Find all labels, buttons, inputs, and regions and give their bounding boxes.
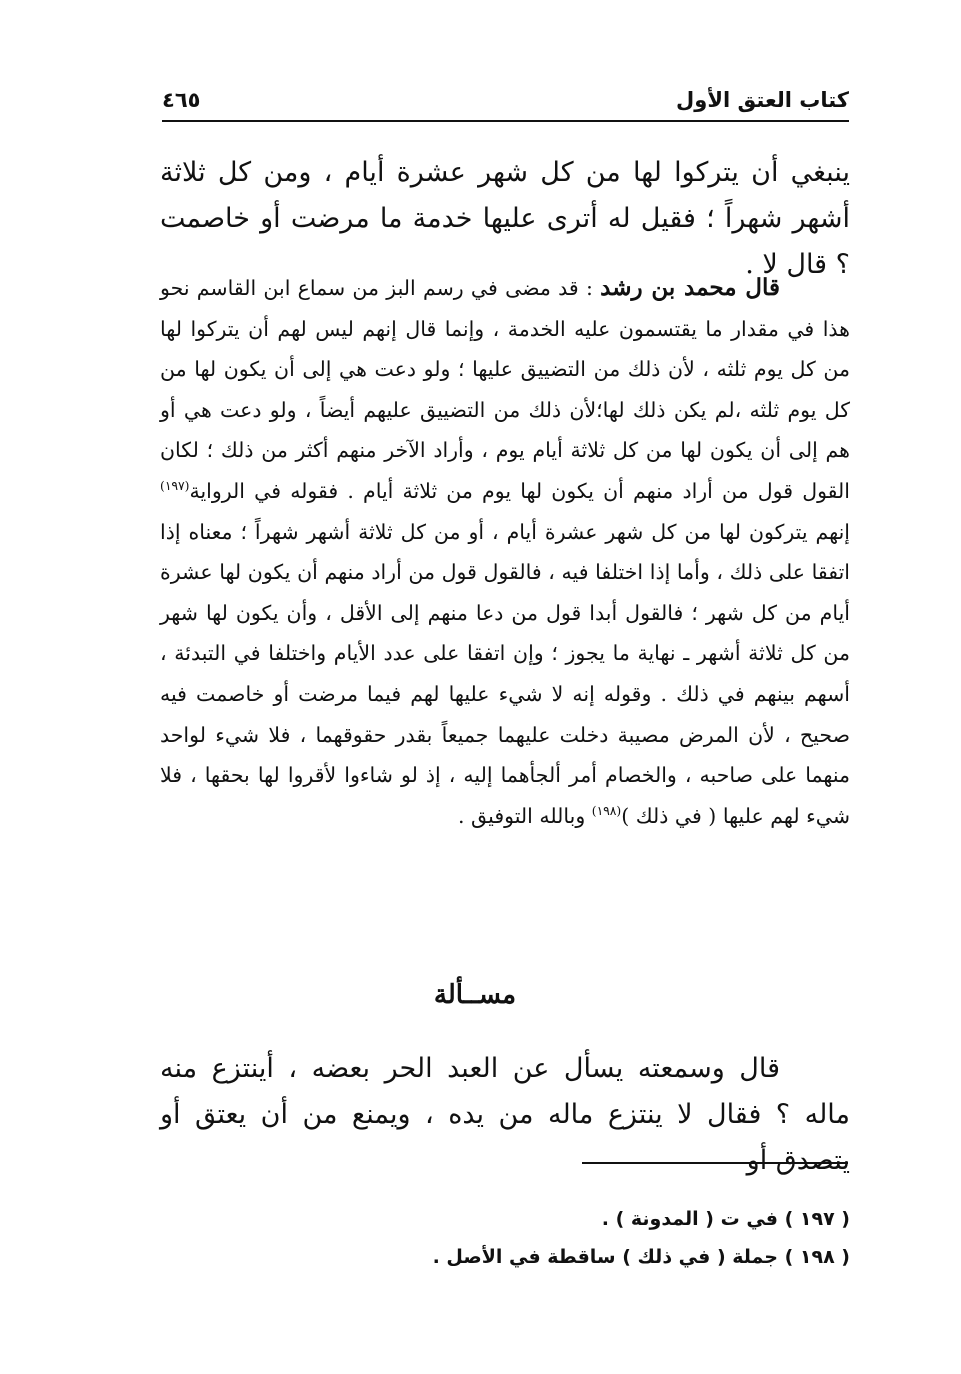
commentary-paragraph: [160, 268, 850, 836]
commentator-name: قال محمد بن رشد: [600, 274, 780, 301]
footnote-197: ( ١٩٧ ) في ت ( المدونة ) .: [601, 1208, 850, 1230]
footnote-ref-198[interactable]: (١٩٨): [591, 803, 622, 818]
commentary-text-part-3: وبالله التوفيق .: [458, 803, 592, 828]
footnote-ref-197[interactable]: (١٩٧): [160, 479, 190, 494]
commentary-text-part-1: : قد مضى في رسم البز من سماع ابن القاسم نحو هذا في مقدار ما يقتسمون عليه الخدمة ، وإنما قال إنهم ليس لهم أن يتركوا لها من كل يوم ثلثه ، لأن ذلك من التضييق عليها ؛ ولو دعت هي إلى أن يكون لها من كل يوم ثلثه ،لم يكن ذلك لها؛لأن ذلك من التضييق عليهم أيضاً ، ولو دعت هي أو هم إلى أن يكون لها من كل ثلاثة أيام يوم ، وأراد الآخر منهم أكثر من ذلك ؛ لكان القول قول من أراد منهم أن يكون لها يوم من ثلاثة أيام . فقوله في الرواية: [160, 276, 850, 503]
commentary-text-part-2: إنهم يتركون لها من كل شهر عشرة أيام ، أو من كل ثلاثة أشهر شهراً ؛ معناه إذا اتفقا على ذلك ، وأما إذا اختلفا فيه ، فالقول قول من أراد منهم أن يكون لها عشرة أيام من كل شهر ؛ فالقول أبدا قول من دعا منهم إلى الأقل ، وأن يكون لها شهر من كل ثلاثة أشهر ـ نهاية ما يجوز ؛ وإن اتفقا على عدد الأيام واختلفا في التبدئة ، أسهم بينهم في ذلك . وقوله إنه لا شيء عليها لهم فيما مرضت أو خاصمت فيه صحيح ، لأن المرض مصيبة دخلت عليهما جميعاً بقدر حقوقهما ، فلا شيء لواحد منهما على صاحبه ، والخصام أمر ألجأهما إليه ، إذ لو شاءوا لأقروا لها بحقها ، فلا شيء لهم عليها ( في ذلك ): [160, 519, 850, 828]
book-title: كتاب العتق الأول: [676, 88, 849, 112]
running-header: [162, 84, 849, 122]
footnote-198: ( ١٩٨ ) جملة ( في ذلك ) ساقطة في الأصل .: [432, 1246, 850, 1268]
question-paragraph: قال وسمعته يسأل عن العبد الحر بعضه ، أينتزع منه ماله ؟ فقال لا ينتزع ماله من يده ، ويمنع من أن يعتق أو يتصدق أو: [160, 1053, 850, 1176]
lead-paragraph: ينبغي أن يتركوا لها من كل شهر عشرة أيام ، ومن كل ثلاثة أشهر شهراً ؛ فقيل له أترى عليها خدمة ما مرضت أو خاصمت ؟ قال لا .: [160, 157, 850, 280]
footnotes: [160, 1200, 850, 1276]
section-heading: مســألة: [433, 980, 517, 1010]
footnote-divider: [582, 1162, 848, 1164]
page-number: ٤٦٥: [162, 88, 201, 112]
